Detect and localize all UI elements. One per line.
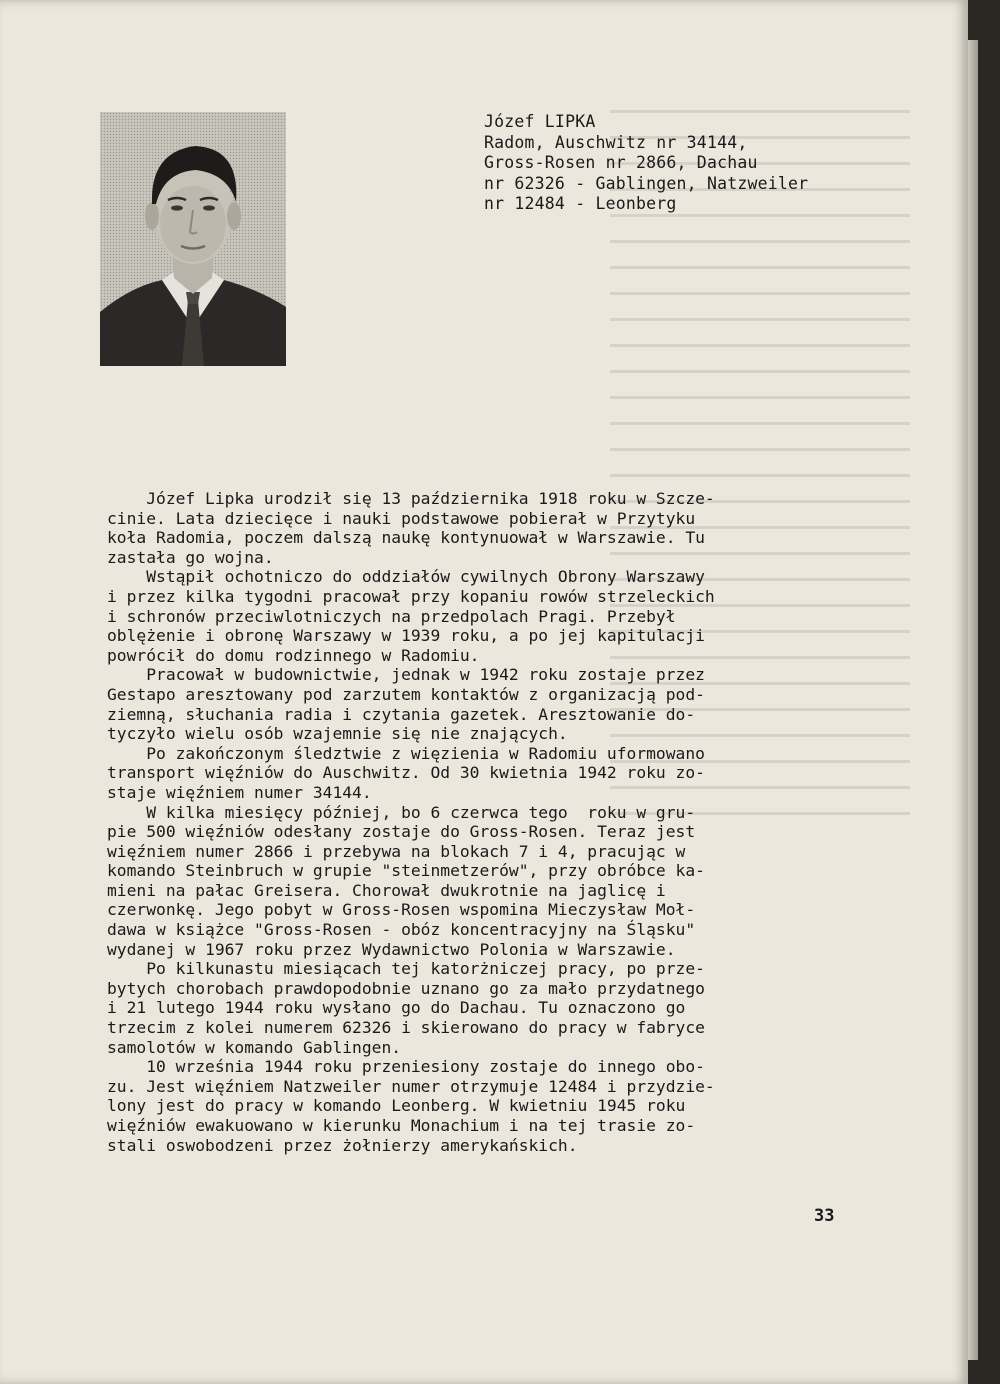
caption-line: nr 12484 - Leonberg bbox=[484, 194, 677, 213]
page-number: 33 bbox=[814, 1206, 835, 1226]
caption-name: Józef LIPKA bbox=[484, 112, 596, 131]
text-line: Wstąpił ochotniczo do oddziałów cywilnych Obrony Warszawy bbox=[107, 567, 705, 587]
page-edge bbox=[968, 40, 978, 1360]
caption-block bbox=[484, 112, 884, 215]
text-line: W kilka miesięcy później, bo 6 czerwca tego roku w gru- bbox=[107, 802, 696, 822]
portrait-image bbox=[100, 112, 286, 366]
text-line: samolotów w komando Gablingen. bbox=[107, 1037, 402, 1057]
text-line: ziemną, słuchania radia i czytania gazetek. Aresztowanie do- bbox=[107, 704, 696, 724]
text-line: pie 500 więźniów odesłany zostaje do Gross-Rosen. Teraz jest bbox=[107, 822, 696, 842]
text-line: staje więźniem numer 34144. bbox=[107, 782, 372, 802]
text-line: lony jest do pracy w komando Leonberg. W kwietniu 1945 roku bbox=[107, 1096, 686, 1116]
text-line: i 21 lutego 1944 roku wysłano go do Dachau. Tu oznaczono go bbox=[107, 998, 686, 1018]
text-line: zastała go wojna. bbox=[107, 547, 274, 567]
biography-text bbox=[107, 489, 847, 1155]
text-line: oblężenie i obronę Warszawy w 1939 roku, a po jej kapitulacji bbox=[107, 626, 705, 646]
text-line: wydanej w 1967 roku przez Wydawnictwo Polonia w Warszawie. bbox=[107, 939, 676, 959]
text-line: dawa w książce "Gross-Rosen - obóz koncentracyjny na Śląsku" bbox=[107, 920, 696, 940]
text-line: i schronów przeciwlotniczych na przedpolach Pragi. Przebył bbox=[107, 606, 676, 626]
text-line: 10 września 1944 roku przeniesiony zostaje do innego obo- bbox=[107, 1057, 705, 1077]
text-line: koła Radomia, poczem dalszą naukę kontynuował w Warszawie. Tu bbox=[107, 528, 705, 548]
caption-line: Gross-Rosen nr 2866, Dachau bbox=[484, 153, 758, 172]
text-line: i przez kilka tygodni pracował przy kopaniu rowów strzeleckich bbox=[107, 586, 715, 606]
text-line: Pracował w budownictwie, jednak w 1942 roku zostaje przez bbox=[107, 665, 705, 685]
text-line: Gestapo aresztowany pod zarzutem kontaktów z organizacją pod- bbox=[107, 684, 705, 704]
text-line: powrócił do domu rodzinnego w Radomiu. bbox=[107, 645, 480, 665]
text-line: bytych chorobach prawdopodobnie uznano go za mało przydatnego bbox=[107, 978, 705, 998]
text-line: tyczyło wielu osób wzajemnie się nie znających. bbox=[107, 724, 568, 744]
text-line: czerwonkę. Jego pobyt w Gross-Rosen wspomina Mieczysław Moł- bbox=[107, 900, 696, 920]
text-line: Po zakończonym śledztwie z więzienia w Radomiu uformowano bbox=[107, 743, 705, 763]
text-line: transport więźniów do Auschwitz. Od 30 kwietnia 1942 roku zo- bbox=[107, 763, 705, 783]
text-line: Po kilkunastu miesiącach tej katorżniczej pracy, po prze- bbox=[107, 959, 705, 979]
portrait-photo bbox=[100, 112, 286, 366]
text-line: stali oswobodzeni przez żołnierzy amerykańskich. bbox=[107, 1135, 578, 1155]
caption-line: nr 62326 - Gablingen, Natzweiler bbox=[484, 173, 809, 193]
text-line: Józef Lipka urodził się 13 października 1918 roku w Szcze- bbox=[107, 489, 715, 508]
caption-line: Radom, Auschwitz nr 34144, bbox=[484, 132, 748, 152]
text-line: mieni na pałac Greisera. Chorował dwukrotnie na jaglicę i bbox=[107, 880, 666, 900]
text-line: więźniów ewakuowano w kierunku Monachium i na tej trasie zo- bbox=[107, 1116, 696, 1135]
text-line: trzecim z kolei numerem 62326 i skierowano do pracy w fabryce bbox=[107, 1018, 705, 1038]
text-line: cinie. Lata dziecięce i nauki podstawowe pobierał w Przytyku bbox=[107, 508, 696, 528]
text-line: zu. Jest więźniem Natzweiler numer otrzymuje 12484 i przydzie- bbox=[107, 1076, 715, 1096]
text-line: komando Steinbruch w grupie "steinmetzerów", przy obróbce ka- bbox=[107, 861, 705, 881]
text-line: więźniem numer 2866 i przebywa na blokach 7 i 4, pracując w bbox=[107, 841, 686, 861]
